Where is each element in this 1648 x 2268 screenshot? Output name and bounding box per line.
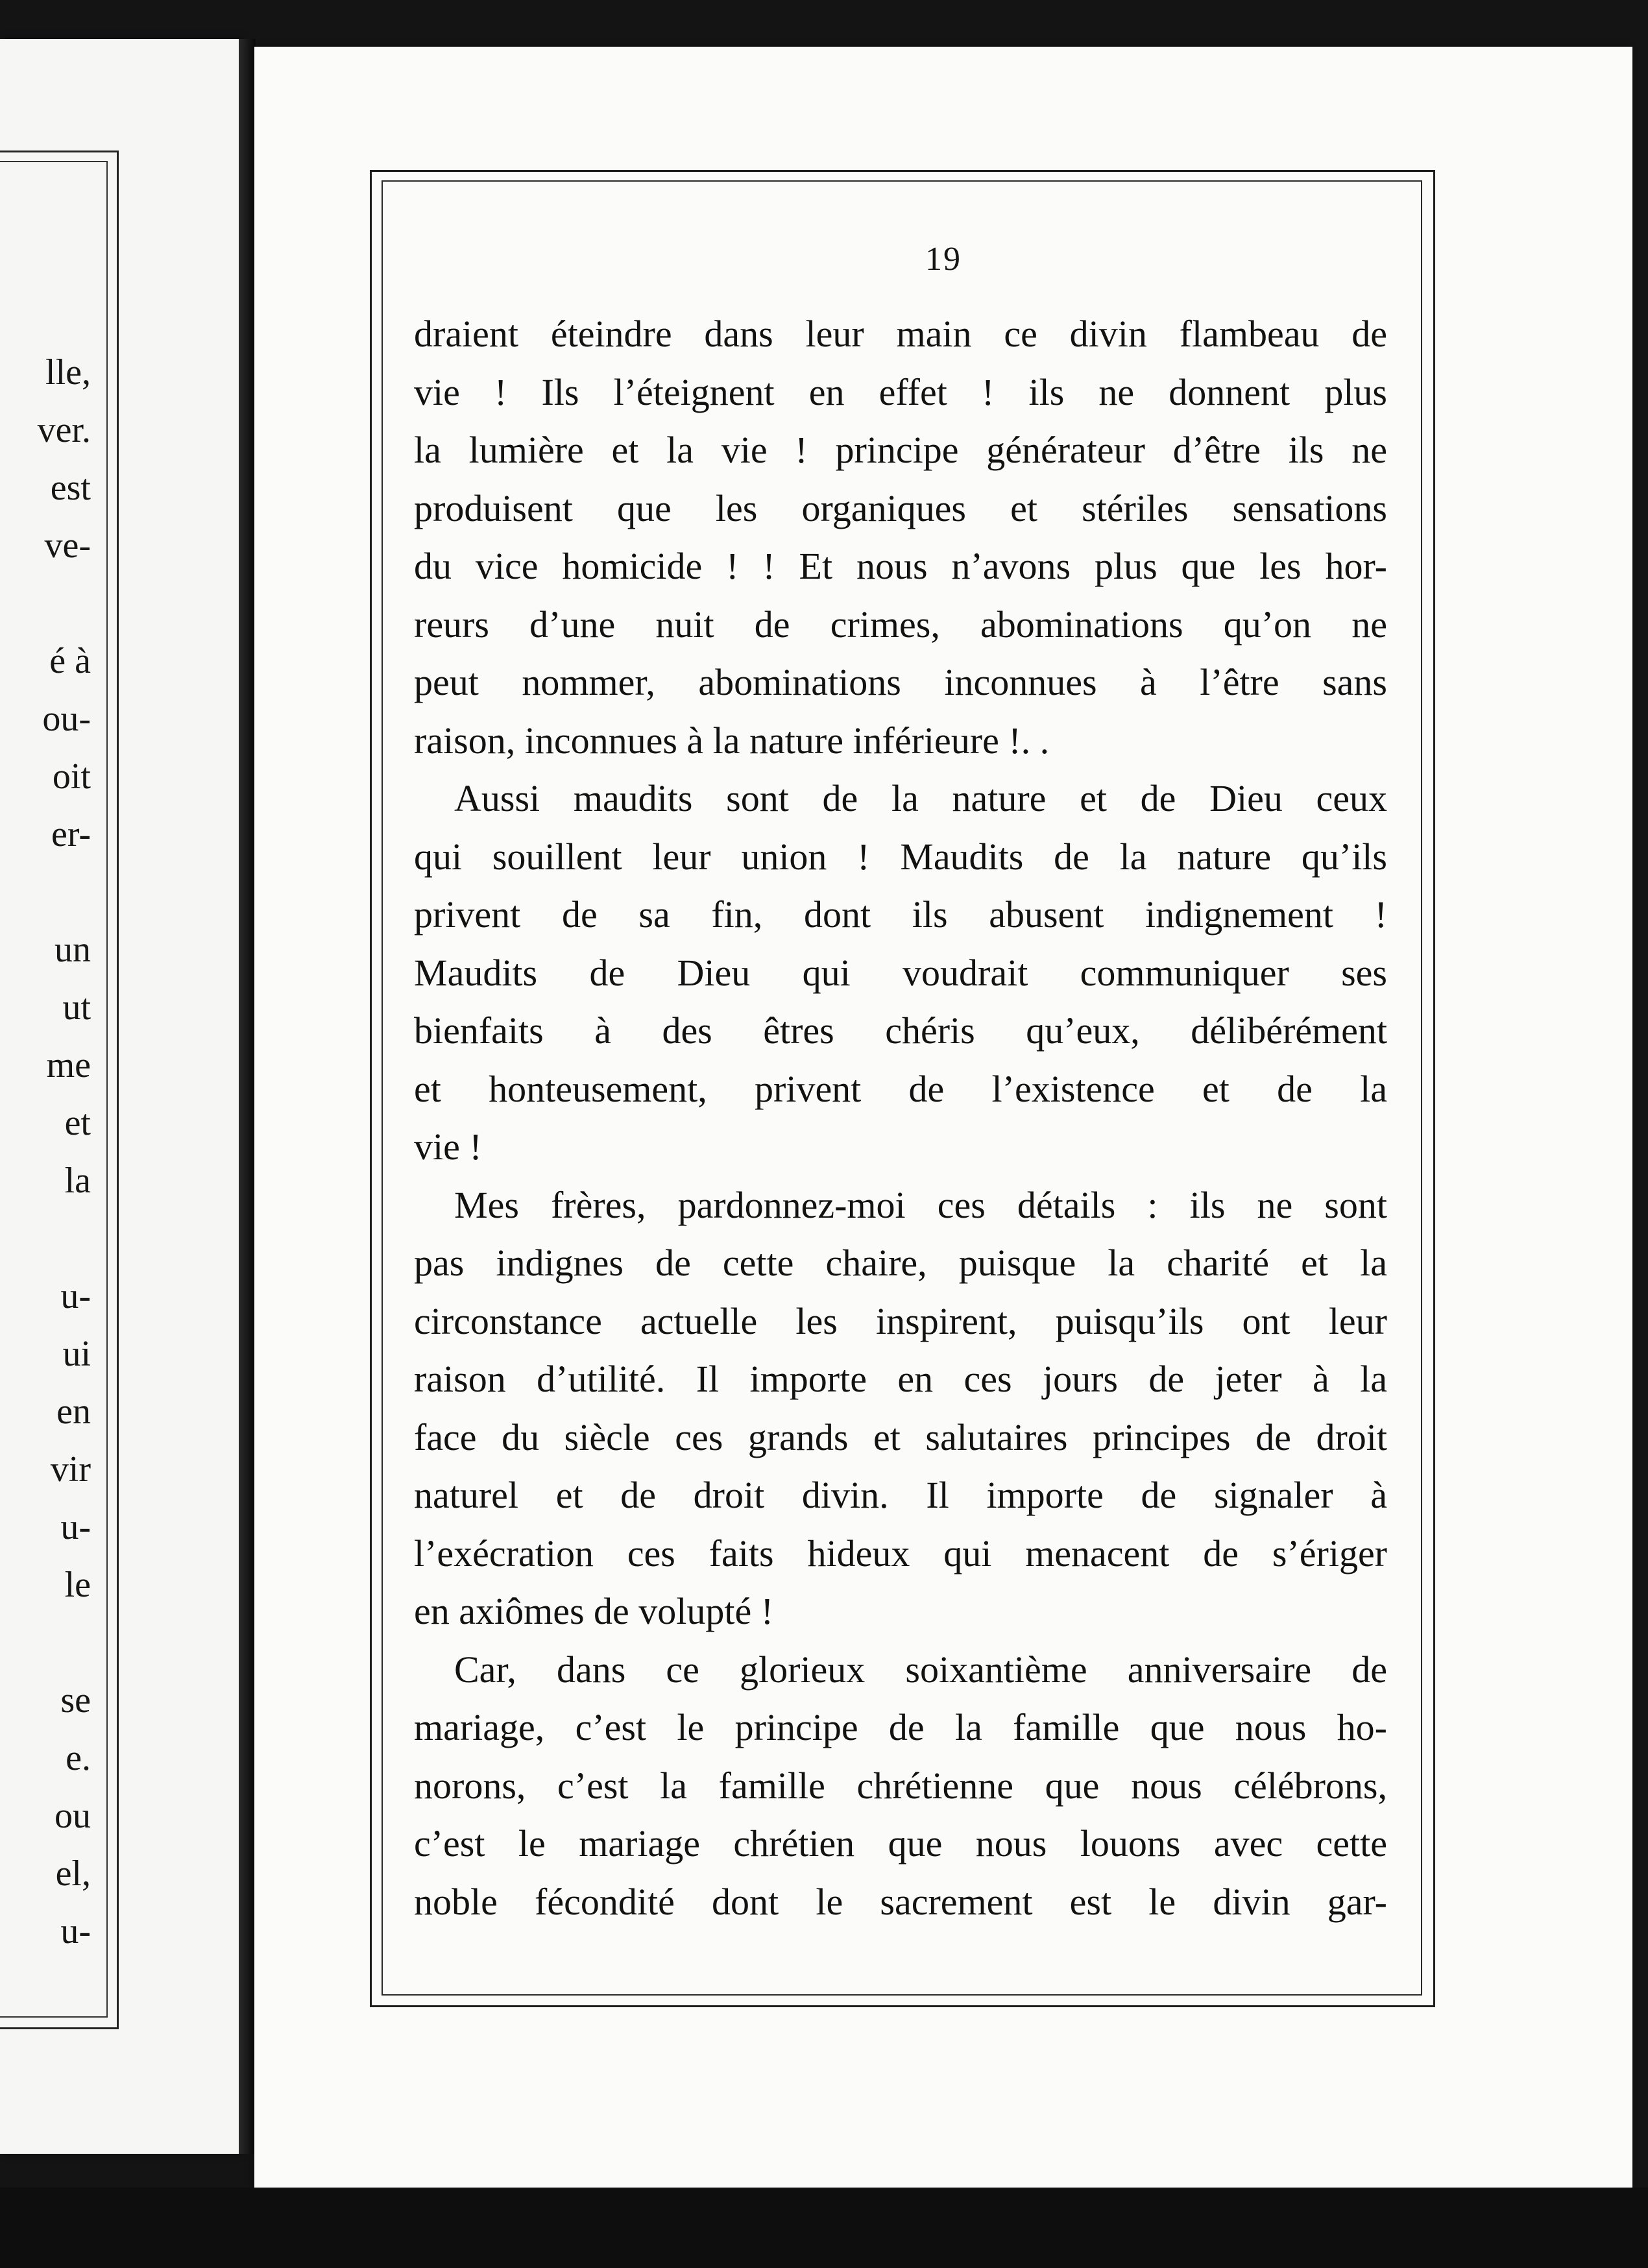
text-line: Aussi maudits sont de la nature et de Dieu ceux xyxy=(454,777,1387,819)
text-line: norons, c’est la famille chrétienne que nous célébrons, xyxy=(414,1764,1387,1807)
text-line: mariage, c’est le principe de la famille que nous ho- xyxy=(414,1706,1387,1748)
text-line: raison d’utilité. Il importe en ces jours de jeter à la xyxy=(414,1358,1387,1400)
text-line: draient éteindre dans leur main ce divin flambeau de xyxy=(414,313,1387,355)
left-page-line-fragment xyxy=(0,1614,91,1672)
text-line: qui souillent leur union ! Maudits de la nature qu’ils xyxy=(414,835,1387,878)
left-page-line-fragment: ou xyxy=(55,1796,91,1836)
text-line: Car, dans ce glorieux soixantième anniversaire de xyxy=(454,1648,1387,1691)
text-line: noble fécondité dont le sacrement est le divin gar- xyxy=(414,1880,1387,1923)
book-gutter xyxy=(239,39,256,2154)
text-line: raison, inconnues à la nature inférieure !. . xyxy=(414,719,1050,762)
text-line: Maudits de Dieu qui voudrait communiquer ses xyxy=(414,951,1387,994)
text-line: bienfaits à des êtres chéris qu’eux, délibérément xyxy=(414,1009,1387,1052)
left-page-line-fragment xyxy=(0,863,91,921)
left-page-line-fragment: ve- xyxy=(44,525,91,566)
text-line: circonstance actuelle les inspirent, puisqu’ils ont leur xyxy=(414,1299,1387,1342)
text-line: Mes frères, pardonnez-moi ces détails : ils ne sont xyxy=(454,1183,1387,1226)
left-page-line-fragment: é à xyxy=(49,641,91,681)
left-page-line-fragment: le xyxy=(64,1565,91,1605)
left-page-line-fragment: vir xyxy=(50,1449,91,1490)
left-page-line-fragment: se xyxy=(60,1680,91,1720)
left-page-line-fragment: u- xyxy=(60,1276,91,1316)
text-line: vie ! xyxy=(414,1126,482,1168)
text-line: et honteusement, privent de l’existence et de la xyxy=(414,1067,1387,1110)
text-line: naturel et de droit divin. Il importe de signaler à xyxy=(414,1474,1387,1516)
text-line: la lumière et la vie ! principe générateur d’être ils ne xyxy=(414,429,1387,471)
left-page-line-fragment: e. xyxy=(66,1738,91,1778)
left-page-line-fragment: er- xyxy=(51,814,91,854)
text-line: peut nommer, abominations inconnues à l’être sans xyxy=(414,661,1387,703)
left-page-line-fragment: u- xyxy=(60,1507,91,1547)
text-line: pas indignes de cette chaire, puisque la charité et la xyxy=(414,1242,1387,1284)
left-page-text xyxy=(0,344,91,1960)
left-page-line-fragment: oit xyxy=(52,756,91,797)
left-page-line-fragment: est xyxy=(50,468,91,508)
left-page-line-fragment: un xyxy=(55,930,91,970)
left-page-line-fragment: la xyxy=(64,1161,91,1201)
text-line: privent de sa fin, dont ils abusent indignement ! xyxy=(414,893,1387,935)
left-page-line-fragment xyxy=(0,575,91,633)
left-page-line-fragment: ou- xyxy=(42,699,91,739)
text-line: en axiômes de volupté ! xyxy=(414,1590,774,1632)
right-page xyxy=(254,47,1632,2188)
text-line: face du siècle ces grands et salutaires principes de droit xyxy=(414,1416,1387,1458)
left-page-line-fragment: el, xyxy=(55,1853,91,1894)
body-text xyxy=(414,305,1387,1931)
text-line: vie ! Ils l’éteignent en effet ! ils ne donnent plus xyxy=(414,370,1387,413)
left-page-line-fragment: u- xyxy=(60,1911,91,1951)
text-line: du vice homicide ! ! Et nous n’avons plus que les hor- xyxy=(414,545,1387,587)
left-page-line-fragment xyxy=(0,1210,91,1268)
text-line: c’est le mariage chrétien que nous louons avec cette xyxy=(414,1822,1387,1864)
left-page-line-fragment: ui xyxy=(62,1334,91,1374)
left-page-line-fragment: lle, xyxy=(45,352,91,392)
left-page-line-fragment: me xyxy=(46,1045,91,1085)
left-page-line-fragment: ut xyxy=(62,987,91,1028)
text-line: produisent que les organiques et stériles sensations xyxy=(414,487,1387,529)
scan-bottom-edge xyxy=(0,2188,1648,2268)
text-line: reurs d’une nuit de crimes, abominations qu’on ne xyxy=(414,603,1387,645)
page-number: 19 xyxy=(925,241,962,278)
left-page-line-fragment: ver. xyxy=(37,410,91,450)
left-page-line-fragment: en xyxy=(56,1392,91,1432)
text-line: l’exécration ces faits hideux qui menacent de s’ériger xyxy=(414,1532,1387,1574)
left-page-fragment xyxy=(0,39,239,2154)
left-page-line-fragment: et xyxy=(64,1103,91,1143)
